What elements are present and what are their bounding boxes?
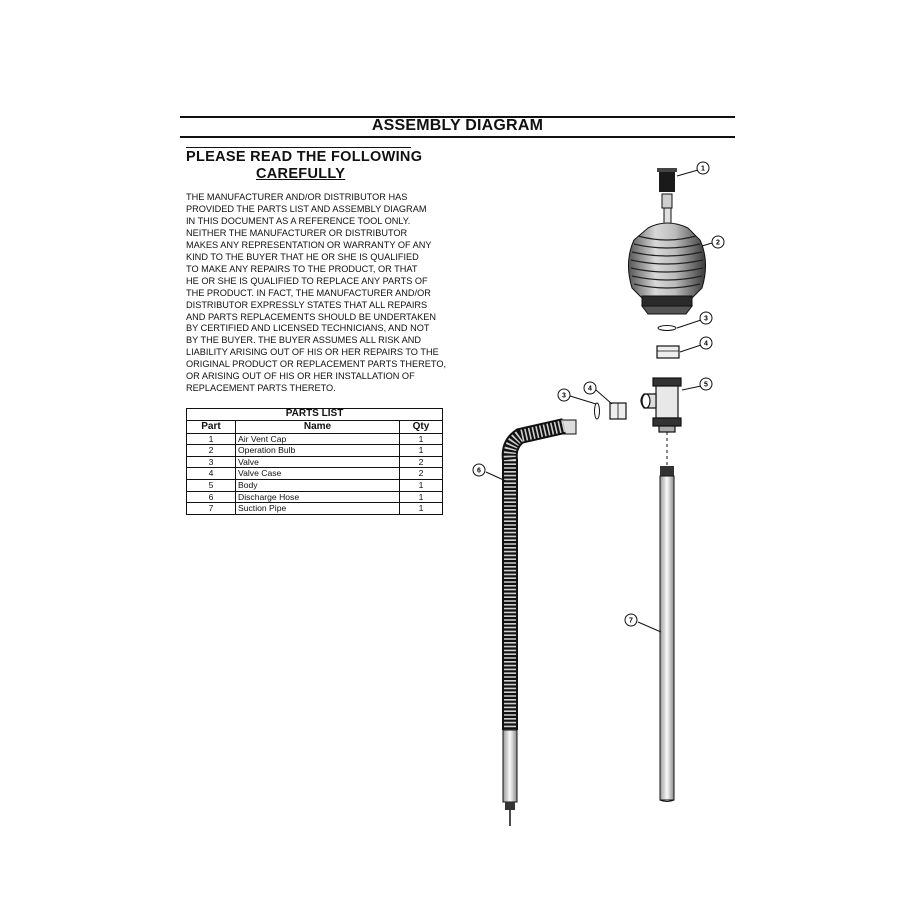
part-qty: 1 — [400, 479, 443, 491]
callout-7 — [625, 614, 637, 626]
notice-heading: PLEASE READ THE FOLLOWING — [186, 149, 423, 165]
callout-number: 4 — [704, 340, 708, 348]
column-header-part: Part — [187, 420, 236, 433]
suction-pipe — [660, 466, 674, 802]
disclaimer-line: DISTRIBUTOR EXPRESSLY STATES THAT ALL REPAIRS — [186, 299, 428, 310]
callout-number: 3 — [562, 392, 566, 400]
disclaimer-line: HE OR SHE IS QUALIFIED TO REPLACE ANY PARTS OF — [186, 275, 428, 286]
disclaimer-line: AND PARTS REPLACEMENTS SHOULD BE UNDERTAKEN — [186, 311, 436, 322]
callout-4-upper — [700, 337, 712, 349]
disclaimer-line: IN THIS DOCUMENT AS A REFERENCE TOOL ONLY. — [186, 215, 411, 226]
part-qty: 1 — [400, 503, 443, 515]
part-name: Valve Case — [236, 468, 400, 480]
upper-valve-case — [657, 346, 679, 358]
pump-body — [641, 378, 681, 470]
disclaimer-line: BY CERTIFIED AND LICENSED TECHNICIANS, AND NOT — [186, 323, 430, 334]
callout-5 — [700, 378, 712, 390]
callout-number: 4 — [588, 385, 592, 393]
callout-number: 6 — [477, 467, 481, 475]
callout-number: 7 — [629, 617, 633, 625]
disclaimer-line: NEITHER THE MANUFACTURER OR DISTRIBUTOR — [186, 227, 408, 238]
callout-4-side — [584, 382, 596, 394]
disclaimer-line: THE PRODUCT. IN FACT, THE MANUFACTURER AND/OR — [186, 287, 431, 298]
disclaimer-line: THE MANUFACTURER AND/OR DISTRIBUTOR HAS — [186, 192, 408, 202]
part-qty: 1 — [400, 433, 443, 445]
callout-1 — [697, 162, 709, 174]
part-qty: 1 — [400, 445, 443, 457]
column-header-qty: Qty — [400, 420, 443, 433]
upper-valve — [658, 326, 676, 331]
part-number: 3 — [187, 456, 236, 468]
page-title: ASSEMBLY DIAGRAM — [371, 117, 544, 134]
disclaimer-line: LIABILITY ARISING OUT OF HIS OR HER REPAIRS TO THE — [186, 347, 439, 358]
air-vent-cap — [657, 168, 677, 192]
disclaimer-line: PROVIDED THE PARTS LIST AND ASSEMBLY DIAGRAM — [186, 203, 427, 214]
disclaimer-line: KIND TO THE BUYER THAT HE OR SHE IS QUALIFIED — [186, 251, 419, 262]
callout-number: 5 — [704, 381, 708, 389]
callout-2 — [712, 236, 724, 248]
side-valve-case — [610, 403, 626, 419]
disclaimer-line: TO MAKE ANY REPAIRS TO THE PRODUCT, OR THAT — [186, 263, 418, 274]
column-header-name: Name — [236, 420, 400, 433]
notice-heading-emphasis: CAREFULLY — [256, 166, 346, 182]
part-name: Body — [236, 479, 400, 491]
part-number: 7 — [187, 503, 236, 515]
disclaimer-line: OR ARISING OUT OF HIS OR HER INSTALLATION OF — [186, 371, 415, 382]
part-qty: 2 — [400, 456, 443, 468]
callout-6 — [473, 464, 485, 476]
callout-3-side — [558, 389, 570, 401]
part-number: 2 — [187, 445, 236, 457]
disclaimer-line: MAKES ANY REPRESENTATION OR WARRANTY OF ANY — [186, 239, 432, 250]
part-number: 1 — [187, 433, 236, 445]
side-valve — [595, 403, 600, 419]
part-qty: 2 — [400, 468, 443, 480]
callout-3-upper — [700, 312, 712, 324]
callout-number: 2 — [716, 239, 720, 247]
parts-list-caption: PARTS LIST — [187, 409, 443, 421]
part-number: 4 — [187, 468, 236, 480]
part-name: Operation Bulb — [236, 445, 400, 457]
disclaimer-line: BY THE BUYER. THE BUYER ASSUMES ALL RISK AND — [186, 335, 422, 346]
callout-number: 1 — [701, 165, 705, 173]
part-qty: 1 — [400, 491, 443, 503]
part-name: Air Vent Cap — [236, 433, 400, 445]
part-name: Discharge Hose — [236, 491, 400, 503]
part-name: Valve — [236, 456, 400, 468]
disclaimer-line: REPLACEMENT PARTS THERETO. — [186, 383, 336, 394]
callout-number: 3 — [704, 315, 708, 323]
part-number: 6 — [187, 491, 236, 503]
part-number: 5 — [187, 479, 236, 491]
discharge-hose — [503, 420, 576, 826]
disclaimer-line: ORIGINAL PRODUCT OR REPLACEMENT PARTS THERETO, — [186, 359, 447, 370]
operation-bulb — [628, 194, 705, 314]
part-name: Suction Pipe — [236, 503, 400, 515]
